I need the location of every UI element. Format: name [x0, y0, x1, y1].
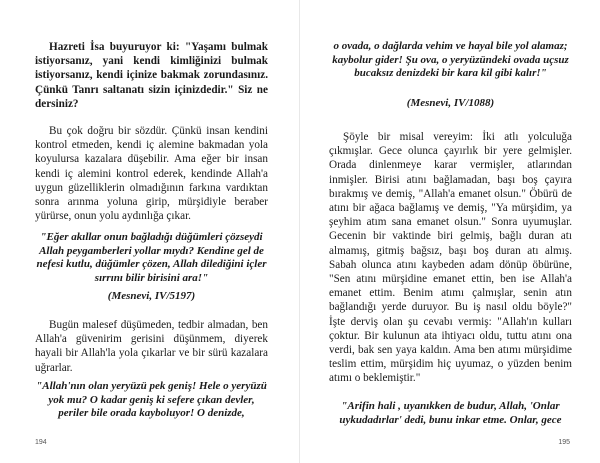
page-number-left: 194 [35, 439, 47, 446]
story-paragraph: Şöyle bir misal vereyim: İki atlı yolculuğa çıkmışlar. Gece olunca çayırlık bir yere gelmişler. Orada dinlenmeye karar vermişler, atlarından inmişler. Birisi atını bağlamadan, başı boş çayıra bırakmış ve demiş, "Allah'a emanet olsun." Öbürü de atını bir ağaca bağlamış ve demiş, "Ya mürşidim, ya şeyhim atım sana emanet olsun." Sonra uyumuşlar. Gecenin bir vaktinde biri gelmiş, bağlı duran atı almamış, gitmiş bağsız, başı boş duran atı almış. Sabah olunca atını kaybeden adam dönüp öbürüne, "Sen atını mürşidine emanet ettin, ben ise Allah'a emanet ettim. Benim atımı çalmışlar, senin atın bağlandığı yerde duruyor. Bu iş nasıl oldu böyle?" İşte derviş olan şu cevabı vermiş: "Allah'ın kulları çoktur. Bir kulunun ata ihtiyacı oldu, tuttu atını ona verdi, bak sen yaya kaldın. Ama ben atımı mürşidime teslim ettim, mürşidim hiç uyumaz, o yüzden benim atımı o beklemiştir." [329, 131, 572, 385]
quote-continuation-block [329, 40, 572, 81]
story-block [329, 130, 572, 386]
citation-block-1 [35, 289, 268, 303]
quote-block-3 [329, 400, 572, 427]
mesnevi-quote-2: "Allah'nın olan yeryüzü pek geniş! Hele o yeryüzü yok mu? O kadar geniş ki sefere çıkan devler, periler bile orada kayboluyor! O denizde, [36, 380, 267, 419]
intro-question [35, 40, 268, 111]
citation-1: (Mesnevi, IV/5197) [107, 290, 196, 302]
body-paragraph-3: Bugün malesef düşümeden, tedbir almadan, ben Allah'a güvenirim gerisini düşünmem, diyerek hayali bir Allah'la yola çıkarlar ve bir sürü kazalara uğrarlar. [35, 319, 268, 374]
right-page [300, 0, 600, 463]
mesnevi-quote-continuation: o ovada, o dağlarda vehim ve hayal bile yol alamaz; kaybolur gider! Şu ova, o yeryüzündeki ovada uçsuz bucaksız denizdeki bir kara kil gibi kalır!" [332, 40, 569, 79]
question-paragraph: Hazreti İsa buyuruyor ki: "Yaşamı bulmak istiyorsanız, yani kendi kimliğinizi bulmak istiyorsanız, kendi içinize bakmak zorundasınız. Çünkü Tanrı saltanatı sizin içinizdedir." Siz ne dersiniz? [35, 41, 268, 110]
body-block-3 [35, 318, 268, 375]
quote-block-2 [35, 380, 268, 421]
citation-block-2 [329, 96, 572, 110]
answer-block [35, 124, 268, 223]
mesnevi-quote-1: "Eğer akıllar onun bağladığı düğümleri çözseydi Allah peygamberleri yollar mıydı? Kendine gel de nefesi kutlu, düğümler çözen, Allah dilediğini içler sırrını bilir birisini ara!" [36, 231, 267, 284]
quote-block-1 [35, 231, 268, 285]
mesnevi-quote-3: "Arifin hali , uyanıkken de budur, Allah, 'Onlar uykudadırlar' dedi, bunu inkar etme. Onlar, gece [339, 400, 562, 426]
citation-2: (Mesnevi, IV/1088) [406, 97, 495, 109]
page-number-right: 195 [558, 439, 570, 446]
answer-paragraph: Bu çok doğru bir sözdür. Çünkü insan kendini kontrol etmeden, kendi iç alemine bakmadan yola koyulursa kazalara düşebilir. Ama eğer bir insan kendi iç alemini kontrol ederek, kendinde Allah'a uygun güzelliklerin olmadığının farkına vardıktan sonra arınma yoluna girip, mürşidiyle beraber yürürse, onun yolu aydınlığa çıkar. [35, 125, 268, 223]
